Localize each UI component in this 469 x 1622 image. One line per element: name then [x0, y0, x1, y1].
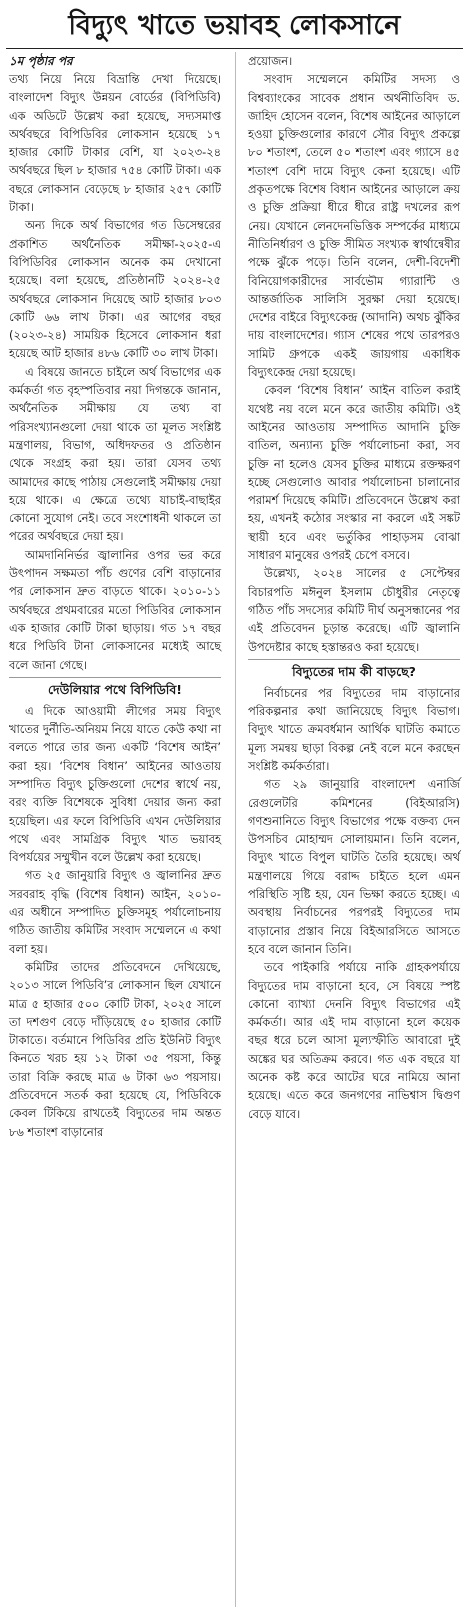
- paragraph: অন্য দিকে অর্থ বিভাগের গত ডিসেম্বরের প্রকাশিত অর্থনৈতিক সমীক্ষা-২০২৫-এ বিপিডিবির লোকসান অনেক কম দেখানো হয়েছে। বলা হয়েছে, প্রতিষ্ঠানটি ২০২৪-২৫ অর্থবছরে লোকসান দিয়েছে আট হাজার ৮০৩ কোটি ৬৬ লাখ টাকা। এর আগের বছর (২০২৩-২৪) সাময়িক হিসেবে লোকসান ধরা হয়েছে আট হাজার ৪৮৬ কোটি ৩০ লাখ টাকা।: [9, 218, 221, 361]
- paragraph: তবে পাইকারি পর্যায়ে নাকি গ্রাহকপর্যায়ে বিদ্যুতের দাম বাড়ানো হবে, সে বিষয়ে স্পষ্ট কোনো ব্যাখ্যা দেননি বিদ্যুৎ বিভাগের এই কর্মকর্তা। আর এই দাম বাড়ানো হলে কয়েক বছর ধরে চলে আসা মূল্যস্ফীতি আবারো দুই অঙ্কের ঘর অতিক্রম করবে। গত এক বছরে যা অনেক কষ্ট করে আটের ঘরে নামিয়ে আনা হয়েছে। এতে করে জনগণের নাভিশ্বাস দ্বিগুণ বেড়ে যাবে।: [248, 960, 460, 1121]
- paragraph: এ দিকে আওয়ামী লীগের সময় বিদ্যুৎ খাতের দুর্নীতি-অনিয়ম নিয়ে যাতে কেউ কথা না বলতে পারে তার জন্য একটি ‘বিশেষ আইন’ করা হয়। ‘বিশেষ বিধান’ আইনের আওতায় সম্পাদিত বিদ্যুৎ চুক্তিগুলো দেশের স্বার্থে নয়, বরং ব্যক্তি বিশেষকে সুবিধা দেয়ার জন্য করা হয়েছিল। এর ফলে বিপিডিবি এখন দেউলিয়ার পথে এবং সামগ্রিক বিদ্যুৎ খাত ভয়াবহ বিপর্যয়ের সম্মুখীন বলে উল্লেখ করা হয়েছে।: [9, 703, 221, 865]
- headline-rule: [6, 48, 463, 49]
- paragraph: কেবল ‘বিশেষ বিধান’ আইন বাতিল করাই যথেষ্ট নয় বলে মনে করে জাতীয় কমিটি। ওই আইনের আওতায় সম্পাদিত আদানি চুক্তি বাতিল, অন্যান্য চুক্তি পর্যালোচনা করা, সব চুক্তি না হলেও যেসব চুক্তির মাধ্যমে রক্তক্ষরণ হচ্ছে সেগুলোও আবার পর্যালোচনা চালানোর পরামর্শ দিয়েছে কমিটি। প্রতিবেদনে উল্লেখ করা হয়, এখনই কঠোর সংস্কার না করলে এই সঙ্কট স্থায়ী হবে এবং ভর্তুকির পাহাড়সম বোঝা সাধারণ মানুষের ওপরই চেপে বসবে।: [248, 383, 460, 563]
- paragraph: কমিটির তাদের প্রতিবেদনে দেখিয়েছে, ২০১৩ সালে পিডিবি’র লোকসান ছিল যেখানে মাত্র ৫ হাজার ৫০০ কোটি টাকা, ২০২৫ সালে তা দশগুণ বেড়ে দাঁড়িয়েছে ৫০ হাজার কোটি টাকাতে। বর্তমানে পিডিবির প্রতি ইউনিট বিদ্যুৎ কিনতে খরচ হয় ১২ টাকা ৩৫ পয়সা, কিন্তু তারা বিক্রি করছে মাত্র ৬ টাকা ৬৩ পয়সায়। প্রতিবেদনে সতর্ক করা হয়েছে যে, পিডিবিকে কেবল টিকিয়ে রাখতেই বিদ্যুতের দাম অন্তত ৮৬ শতাংশ বাড়ানোর: [9, 959, 221, 1139]
- article-column-right: [248, 52, 460, 1123]
- paragraph: উল্লেখ্য, ২০২৪ সালের ৫ সেপ্টেম্বর বিচারপতি মঈনুল ইসলাম চৌধুরীর নেতৃত্বে গঠিত পাঁচ সদস্যের কমিটি দীর্ঘ অনুসন্ধানের পর এই প্রতিবেদন চূড়ান্ত করেছে। এটি জ্বালানি উপদেষ্টার কাছে হস্তান্তরও করা হয়েছে।: [248, 566, 460, 654]
- paragraph: গত ২৫ জানুয়ারি বিদ্যুৎ ও জ্বালানির দ্রুত সরবরাহ বৃদ্ধি (বিশেষ বিধান) আইন, ২০১০-এর অধীনে সম্পাদিত চুক্তিসমূহ পর্যালোচনায় গঠিত জাতীয় কমিটির সংবাদ সম্মেলনে এ কথা বলা হয়।: [9, 868, 221, 956]
- article-column-left: [9, 52, 221, 1141]
- paragraph: সংবাদ সম্মেলনে কমিটির সদস্য ও বিশ্বব্যাংকের সাবেক প্রধান অর্থনীতিবিদ ড. জাহিদ হোসেন বলেন, বিশেষ আইনের আড়ালে হওয়া চুক্তিগুলোর কারণে সৌর বিদ্যুৎ প্রকল্পে ৮০ শতাংশ, তেলে ৫০ শতাংশ এবং গ্যাসে ৪৫ শতাংশ বেশি দামে বিদ্যুৎ কেনা হয়েছে। এটি প্রকৃতপক্ষে বিশেষ বিধান আইনের আড়ালে ক্রয় ও চুক্তি প্রক্রিয়া ধীরে ধীরে রাষ্ট্র দখলের রূপ নেয়। যেখানে লেনদেনভিত্তিক সম্পর্কের মাধ্যমে নীতিনির্ধারণ ও চুক্তি সীমিত সংখ্যক স্বার্থান্বেষীর পক্ষে ঝুঁকে পড়ে। তিনি বলেন, দেশী-বিদেশী বিনিয়োগকারীদের সার্বভৌম গ্যারান্টি ও আন্তর্জাতিক সালিসি সুরক্ষা দেয়া হয়েছে। দেশের বাইরে বিদ্যুৎকেন্দ্র (আদানি) অথচ ঝুঁকির দায় বাংলাদেশের। গ্যাস শেষের পথে তারপরও সামিট গ্রুপকে একই জায়গায় একাধিক বিদ্যুৎকেন্দ্র দেয়া হয়েছে।: [248, 72, 460, 380]
- paragraph: তথ্য নিয়ে নিয়ে বিভ্রান্তি দেখা দিয়েছে। বাংলাদেশ বিদ্যুৎ উন্নয়ন বোর্ডের (বিপিডিবি) এক অডিটে উল্লেখ করা হয়েছে, সদ্যসমাপ্ত অর্থবছরে বিপিডিবির লোকসান হয়েছে ১৭ হাজার কোটি টাকার বেশি, যা ২০২৩-২৪ অর্থবছরে ছিল ৮ হাজার ৭৫৪ কোটি টাকা। এক বছরে লোকসান বেড়েছে ৮ হাজার ২৫৭ কোটি টাকা।: [9, 72, 221, 215]
- column-divider: [235, 52, 236, 1607]
- paragraph: গত ২৯ জানুয়ারি বাংলাদেশ এনার্জি রেগুলেটরি কমিশনের (বিইআরসি) গণশুনানিতে বিদ্যুৎ বিভাগের পক্ষে বক্তব্য দেন উপসচিব মোহাম্মদ সোলায়মান। তিনি বলেন, বিদ্যুৎ খাতে বিপুল ঘাটতি তৈরি হয়েছে। অর্থ মন্ত্রণালয়ে গিয়ে বরাদ্দ চাইতে হলে এমন পরিস্থিতি সৃষ্টি হয়, যেন ভিক্ষা করতে হচ্ছে। এ অবস্থায় নির্বাচনের পরপরই বিদ্যুতের দাম বাড়ানোর প্রস্তাব নিয়ে বিইআরসিতে আসতে হবে বলে জানান তিনি।: [248, 777, 460, 956]
- continuation-kicker: ১ম পৃষ্ঠার পর: [9, 54, 73, 68]
- section-subhead: দেউলিয়ার পথে বিপিডিবি!: [9, 677, 221, 700]
- paragraph: আমদানিনির্ভর জ্বালানির ওপর ভর করে উৎপাদন সক্ষমতা পাঁচ গুণের বেশি বাড়ানোর পর লোকসান দ্রুত বাড়তে থাকে। ২০১০-১১ অর্থবছরে প্রথমবারের মতো পিডিবির লোকসান এক হাজার কোটি টাকা ছাড়ায়। গত ১৭ বছর ধরে পিডিবি টানা লোকসানের মধ্যেই আছে বলে জানা গেছে।: [9, 547, 221, 672]
- section-subhead: বিদ্যুতের দাম কী বাড়ছে?: [248, 659, 460, 682]
- article-headline: বিদ্যুৎ খাতে ভয়াবহ লোকসানে: [68, 10, 401, 41]
- paragraph: এ বিষয়ে জানতে চাইলে অর্থ বিভাগের এক কর্মকর্তা গত বৃহস্পতিবার নয়া দিগন্তকে জানান, অর্থনৈতিক সমীক্ষায় যে তথ্য বা পরিসংখ্যানগুলো দেয়া থাকে তা মূলত সংশ্লিষ্ট মন্ত্রণালয়, বিভাগ, অধিদফতর ও প্রতিষ্ঠান থেকে সংগ্রহ করা হয়। তারা যেসব তথ্য আমাদের কাছে পাঠায় সেগুলোই সমীক্ষায় দেয়া হয়ে থাকে। এ ক্ষেত্রে তথ্যে যাচাই-বাছাইর কোনো সুযোগ নেই। তবে সংশোধনী থাকলে তা পরের অর্থবছরে দেয়া হয়।: [9, 364, 221, 544]
- paragraph: নির্বাচনের পর বিদ্যুতের দাম বাড়ানোর পরিকল্পনার কথা জানিয়েছে বিদ্যুৎ বিভাগ। বিদ্যুৎ খাতে ক্রমবর্ধমান আর্থিক ঘাটতি কমাতে মূল্য সমন্বয় ছাড়া বিকল্প নেই বলে মনে করছেন সংশ্লিষ্ট কর্মকর্তারা।: [248, 685, 460, 773]
- paragraph: প্রয়োজন।: [248, 54, 293, 68]
